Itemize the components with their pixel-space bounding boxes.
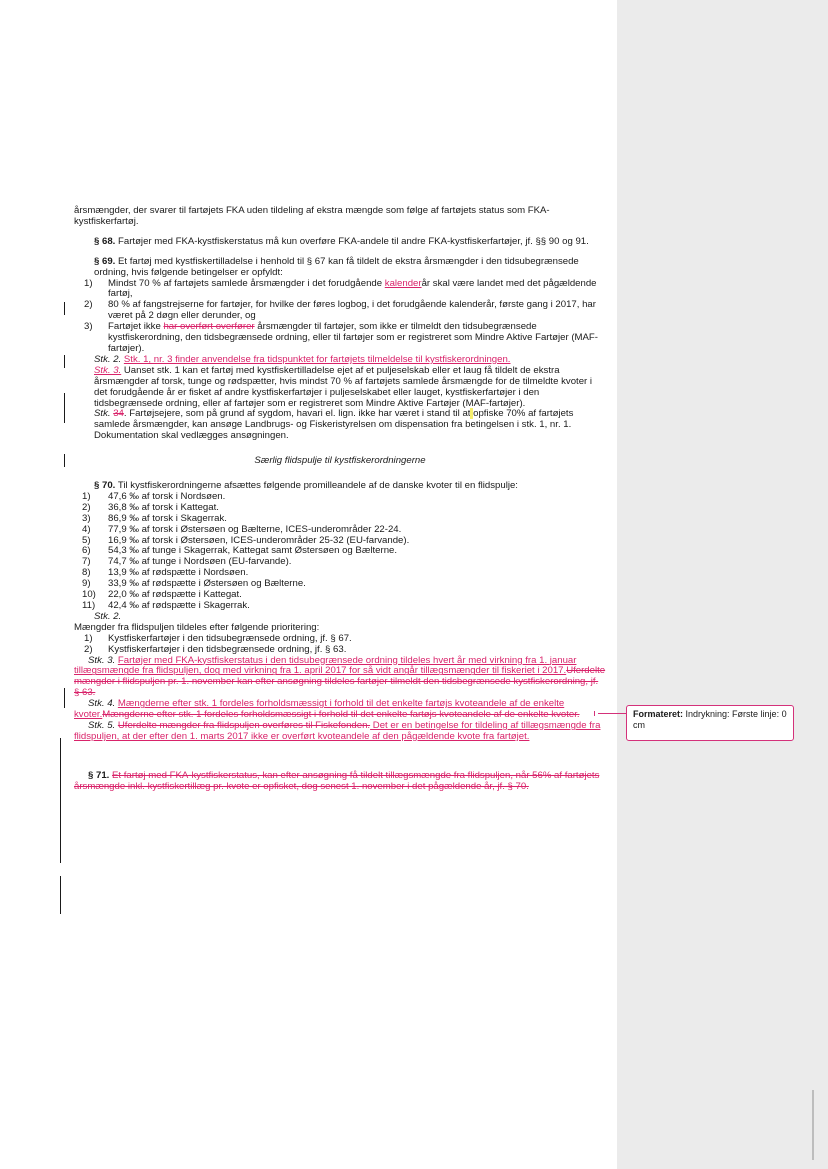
list-item: 7) 74,7 ‰ af tunge i Nordsøen (EU-farvande). bbox=[82, 556, 292, 568]
paragraph: Stk. 3. Uanset stk. 1 kan et fartøj med kystfiskertilladelse ejet af et puljeselskab eller et laug få tildelt de ekstra årsmængder af torsk, tunge og rødspætter, hvis mindst 70 % af fartøjets samlede årsmængde for de tilmeldte kvoter i det forudgående år er fisket af andre kystfiskerfartøjer i puljeselskabet eller lauget, kystfiskerfartøjer i den tidsbegrænsede ordning, eller af fartøjer som er registreret som Mindre Aktive Fartøjer (MAF-fartøjer). bbox=[94, 364, 593, 409]
list-item: 9) 33,9 ‰ af rødspætte i Østersøen og Bælterne. bbox=[82, 578, 306, 590]
paragraph: Stk. 34. Fartøjsejere, som på grund af sygdom, havari el. lign. ikke har været i stand til at opfiske 70% af fartøjets samlede årsmængder, kan ansøge Landbrugs- og Fiskeristyrelsen om dispensation fra betingelsen i stk. 1, nr. 1. Dokumentation skal vedlægges ansøgningen. bbox=[94, 408, 574, 442]
paragraph: Stk. 4. Mængderne efter stk. 1 fordeles forholdsmæssigt i forhold til det enkelte fartøjs kvoteandele af de enkelte kvoter.Mængderne efter stk. 1 fordeles forholdsmæssigt i forhold til det enkelte fartøjs kvoteandele af de enkelte kvoter. bbox=[74, 698, 580, 721]
change-bar bbox=[60, 738, 61, 863]
section-70: § 70. Til kystfiskerordningerne afsættes følgende promilleandele af de danske kvoter til en flidspulje: bbox=[94, 480, 518, 492]
section-69: § 69. Et fartøj med kystfiskertilladelse i henhold til § 67 kan få tildelt de ekstra årsmængder i den tidsubegrænsede ordning, hvis følgende betingelser er opfyldt: bbox=[94, 255, 579, 278]
list-item: 3) 86,9 ‰ af torsk i Skagerrak. bbox=[82, 512, 227, 524]
list-item: 2) 80 % af fangstrejserne for fartøjer, for hvilke der føres logbog, i det forudgående kalenderår, første gang i 2017, har været på 2 døgn eller derunder, og bbox=[84, 299, 596, 322]
list-item: 1) Mindst 70 % af fartøjets samlede årsmængder i det forudgående kalenderår skal være landet med det pågældende fartøj, bbox=[84, 277, 597, 300]
change-bar bbox=[64, 688, 65, 708]
change-bar bbox=[64, 355, 65, 368]
section-71: § 71. Et fartøj med FKA-kystfiskerstatus, kan efter ansøgning få tildelt tillægsmængde fra flidspuljen, når 56% af fartøjets årsmængde inkl. kystfiskertillæg pr. kvote er opfisket, dog senest 1. november i det pågældende år, jf. § 70. bbox=[74, 769, 600, 792]
list-item: 2) Kystfiskerfartøjer i den tidsbegrænsede ordning, jf. § 63. bbox=[84, 643, 347, 655]
comment-label: Formateret: bbox=[633, 709, 684, 719]
list-item: 5) 16,9 ‰ af torsk i Østersøen, ICES-underområder 25-32 (EU-farvande). bbox=[82, 534, 410, 546]
change-bar bbox=[60, 876, 61, 914]
list-item: 11) 42,4 ‰ af rødspætte i Skagerrak. bbox=[82, 600, 250, 611]
list-item: 10) 22,0 ‰ af rødspætte i Kattegat. bbox=[82, 589, 242, 601]
paragraph: Stk. 5. Uferdelte mængder fra flidspuljen overføres til Fiskefonden. Det er en betingelse for tildeling af tillægsmængde fra flidspuljen, at der efter den 1. marts 2017 ikke er overført kvoteandele af den pågældende kvote fra fartøjet. bbox=[74, 719, 601, 742]
list-item: 1) Kystfiskerfartøjer i den tidsubegrænsede ordning, jf. § 67. bbox=[84, 632, 352, 644]
paragraph: Stk. 2. bbox=[94, 610, 122, 622]
section-68: § 68. Fartøjer med FKA-kystfiskerstatus må kun overføre FKA-andele til andre FKA-kystfiskerfartøjer, jf. §§ 90 og 91. bbox=[94, 235, 589, 247]
paragraph: Mængder fra flidspuljen tildeles efter følgende prioritering: bbox=[74, 621, 320, 633]
comment-text: Indrykning: Første linje: 0 cm bbox=[633, 709, 787, 730]
document-body bbox=[74, 206, 606, 793]
priority-list bbox=[74, 634, 606, 656]
change-bar bbox=[64, 302, 65, 315]
comment-connector bbox=[598, 713, 626, 714]
list-item: 2) 36,8 ‰ af torsk i Kattegat. bbox=[82, 501, 219, 513]
list-item: 4) 77,9 ‰ af torsk i Østersøen og Bælterne, ICES-underområder 22-24. bbox=[82, 523, 402, 535]
list-item: 1) 47,6 ‰ af torsk i Nordsøen. bbox=[82, 490, 226, 502]
quota-list bbox=[74, 492, 606, 612]
paragraph: Stk. 2. Stk. 1, nr. 3 finder anvendelse fra tidspunktet for fartøjets tilmeldelse til kystfiskerordningen. bbox=[94, 353, 511, 365]
markup-margin-pane bbox=[617, 0, 828, 1169]
list-item: 8) 13,9 ‰ af rødspætte i Nordsøen. bbox=[82, 567, 249, 579]
paragraph: årsmængder, der svarer til fartøjets FKA uden tildeling af ekstra mængde som følge af fartøjets status som FKA-kystfiskerfartøj. bbox=[74, 205, 550, 227]
paragraph: Stk. 3. Fartøjer med FKA-kystfiskerstatus i den tidsubegrænsede ordning tildeles hvert år med virkning fra 1. januar tillægsmængde fra flidspuljen, dog med virkning fra 1. april 2017 for så vidt angår tillægsmængder til fiskeriet i 2017.Uferdelte mængder i flidspuljen pr. 1. november kan efter ansøgning tildeles fartøjer tilmeldt den tidsbegrænsede kystfiskerordning, jf. § 63. bbox=[74, 654, 606, 699]
formatting-comment-balloon[interactable] bbox=[626, 705, 794, 741]
list-item: 3) Fartøjet ikke har overført overfører årsmængder til fartøjer, som ikke er tilmeldt den tidsubegrænsede kystfiskerordning, den tidsbegrænsede ordning, eller til fartøjer som er registreret som Mindre Aktive Fartøjer (MAF-fartøjer). bbox=[84, 321, 598, 354]
change-bar bbox=[64, 454, 65, 467]
condition-list bbox=[74, 279, 606, 355]
list-item: 6) 54,3 ‰ af tunge i Skagerrak, Kattegat samt Østersøen og Bælterne. bbox=[82, 545, 398, 557]
change-bar bbox=[64, 393, 65, 423]
section-heading: Særlig fl​idspulje til kystfiskerordningerne bbox=[254, 455, 426, 467]
scan-edge-mark bbox=[812, 1090, 814, 1160]
